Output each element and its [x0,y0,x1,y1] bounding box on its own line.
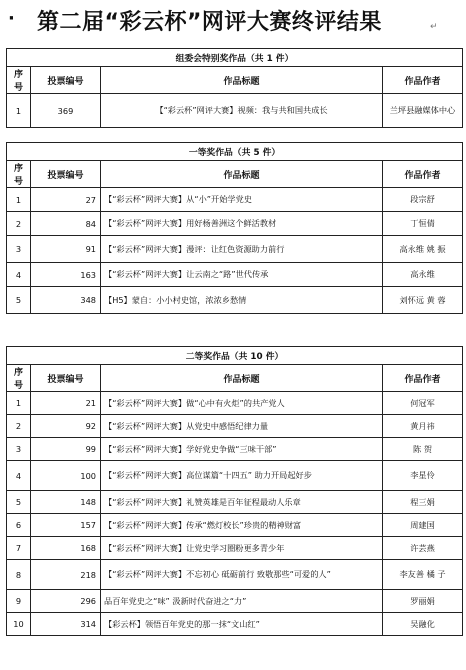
table-row [7,263,463,287]
col-header-work: 作品标题 [101,67,383,94]
cell-vote: 92 [31,415,101,438]
cell-vote: 99 [31,438,101,461]
cell-title: 【“彩云杯”网评大赛】做“心中有火炬”的共产党人 [101,392,383,415]
col-header-author: 作品作者 [383,67,463,94]
cell-author: 李星伶 [383,461,463,491]
table-row [7,590,463,613]
cell-vote: 296 [31,590,101,613]
table-row [7,212,463,236]
table-row [7,491,463,514]
cell-title: 【“彩云杯”网评大赛】学好党史争做“三味干部” [101,438,383,461]
cell-no: 10 [7,613,31,636]
table-row [7,461,463,491]
cell-no: 3 [7,438,31,461]
cell-vote: 100 [31,461,101,491]
cell-author: 段宗舒 [383,188,463,212]
cell-no: 3 [7,236,31,263]
cell-author: 程三娟 [383,491,463,514]
cell-vote: 157 [31,514,101,537]
col-header-no: 序号 [7,365,31,392]
cell-title: 【“彩云杯”网评大赛】漫评：让红色资源助力前行 [101,236,383,263]
title-text: 第二届“彩云杯”网评大赛终评结果 [37,10,382,35]
cell-title: 【“彩云杯”网评大赛】礼赞英雄是百年征程最动人乐章 [101,491,383,514]
cell-title: 【“彩云杯”网评大赛】让党史学习圈粉更多青少年 [101,537,383,560]
second-prize-table [6,346,463,636]
cell-vote: 21 [31,392,101,415]
cell-no: 4 [7,263,31,287]
cell-no: 7 [7,537,31,560]
table-row [7,537,463,560]
col-header-work: 作品标题 [101,161,383,188]
title-bullet: · [8,8,15,29]
cell-vote: 163 [31,263,101,287]
col-header-no: 序号 [7,161,31,188]
col-header-vote: 投票编号 [31,365,101,392]
cell-vote: 218 [31,560,101,590]
section-caption: 一等奖作品（共 5 件） [7,143,463,161]
cell-vote: 168 [31,537,101,560]
special-award-table [6,48,463,128]
cell-author: 丁恒倩 [383,212,463,236]
cell-no: 1 [7,392,31,415]
cell-no: 4 [7,461,31,491]
section-caption: 二等奖作品（共 10 件） [7,347,463,365]
cell-title: 品百年党史之“味” 汲新时代奋进之“力” [101,590,383,613]
table-row [7,514,463,537]
cell-title: 【H5】蒙自：小小村史馆，浓浓乡愁情 [101,287,383,314]
table-row [7,392,463,415]
cell-author: 兰坪县融媒体中心 [383,94,463,128]
cell-author: 吴融化 [383,613,463,636]
col-header-no: 序号 [7,67,31,94]
cell-no: 2 [7,212,31,236]
table-row [7,613,463,636]
col-header-work: 作品标题 [101,365,383,392]
cell-author: 陈 贺 [383,438,463,461]
cell-no: 5 [7,491,31,514]
col-header-author: 作品作者 [383,161,463,188]
cell-vote: 348 [31,287,101,314]
cell-title: 【“彩云杯”网评大赛】从党史中感悟纪律力量 [101,415,383,438]
first-prize-table [6,142,463,314]
cell-no: 9 [7,590,31,613]
cell-author: 周建国 [383,514,463,537]
cell-vote: 91 [31,236,101,263]
cell-no: 5 [7,287,31,314]
cell-title: 【“彩云杯”网评大赛】传承“燃灯校长”珍贵的精神财富 [101,514,383,537]
cell-vote: 84 [31,212,101,236]
cell-title: 【“彩云杯”网评大赛】不忘初心 砥砺前行 致敬那些“可爱的人” [101,560,383,590]
cell-no: 8 [7,560,31,590]
cell-no: 6 [7,514,31,537]
cell-no: 1 [7,94,31,128]
cell-author: 刘怀远 黄 蓉 [383,287,463,314]
table-row [7,438,463,461]
table-row [7,236,463,263]
table-row [7,188,463,212]
col-header-author: 作品作者 [383,365,463,392]
cell-author: 高永维 姚 振 [383,236,463,263]
cell-vote: 369 [31,94,101,128]
cell-author: 黄月祎 [383,415,463,438]
cell-vote: 27 [31,188,101,212]
table-row [7,415,463,438]
paragraph-mark: ↵ [430,22,438,32]
cell-author: 高永维 [383,263,463,287]
cell-title: 【“彩云杯”网评大赛】用好杨善洲这个鲜活教材 [101,212,383,236]
cell-title: 【“彩云杯”网评大赛】高位谋篇“十四五” 助力开局起好步 [101,461,383,491]
cell-author: 何冠军 [383,392,463,415]
cell-title: 【彩云杯】领悟百年党史的那一抹“文山红” [101,613,383,636]
cell-vote: 148 [31,491,101,514]
cell-title: 【“彩云杯”网评大赛】视频：我与共和国共成长 [101,94,383,128]
table-row [7,94,463,128]
table-row [7,560,463,590]
col-header-vote: 投票编号 [31,67,101,94]
section-caption: 组委会特别奖作品（共 1 件） [7,49,463,67]
col-header-vote: 投票编号 [31,161,101,188]
cell-author: 罗丽娟 [383,590,463,613]
table-row [7,287,463,314]
cell-no: 2 [7,415,31,438]
page-title [0,0,466,40]
cell-title: 【“彩云杯”网评大赛】让云南之“路”世代传承 [101,263,383,287]
cell-title: 【“彩云杯”网评大赛】从“小”开始学党史 [101,188,383,212]
cell-no: 1 [7,188,31,212]
cell-vote: 314 [31,613,101,636]
cell-author: 李友善 橘 子 [383,560,463,590]
cell-author: 许芸燕 [383,537,463,560]
